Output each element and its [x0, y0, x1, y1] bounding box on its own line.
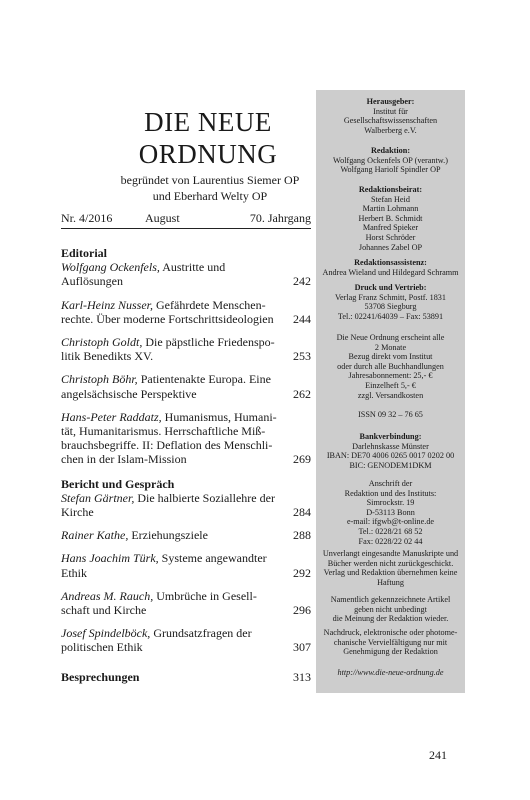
issn: ISSN 09 32 – 76 65	[358, 410, 423, 419]
toc-entry	[61, 410, 311, 467]
sidebar-line: Horst Schröder	[365, 232, 416, 242]
toc-author: Christoph Böhr,	[61, 372, 138, 387]
founders-line2: und Eberhard Welty OP	[152, 189, 268, 203]
toc-author: Christoph Goldt,	[61, 335, 143, 350]
assistant-heading: Redaktionsassistenz:	[354, 258, 427, 267]
section-besprechungen	[61, 670, 311, 684]
sidebar-line: IBAN: DE70 4006 0265 0017 0202 00	[326, 451, 455, 461]
assistant-lines	[316, 268, 465, 278]
print-heading: Druck und Vertrieb:	[354, 283, 427, 292]
sidebar-line: Herbert B. Schmidt	[358, 213, 423, 223]
sidebar-line: 2 Monate	[374, 342, 407, 352]
toc-author: Karl-Heinz Nusser,	[61, 297, 154, 312]
founders-line	[112, 172, 308, 204]
toc-entry	[61, 528, 311, 542]
toc-entry	[61, 372, 311, 400]
sidebar-line: Darlehnskasse Münster	[352, 441, 429, 451]
editorial-lines	[316, 156, 465, 175]
sidebar-line: Nachdruck, elektronische oder photome-	[323, 628, 458, 637]
toc-entry-text	[61, 491, 277, 519]
notice-articles-lines	[316, 595, 465, 624]
sidebar-line: die Meinung der Redaktion wieder.	[332, 614, 449, 624]
sidebar-line: Institut für	[373, 106, 408, 116]
founders-line1: begründet von Laurentius Siemer OP	[120, 173, 300, 187]
issn-block	[316, 410, 465, 420]
toc-entry-text	[61, 410, 277, 467]
section-heading-editorial: Editorial	[61, 246, 108, 260]
toc-author: Hans-Peter Raddatz,	[61, 409, 162, 424]
notice-articles	[316, 595, 465, 624]
journal-title-line2: ORDNUNG	[138, 139, 278, 169]
sidebar-line: chanische Vervielfältigung nur mit	[333, 637, 448, 647]
sidebar-line: Bücher werden nicht zurückgeschickt.	[327, 558, 454, 568]
toc-entry	[61, 298, 311, 326]
toc-author: Hans Joachim Türk,	[61, 551, 159, 566]
toc-author: Josef Spindelböck,	[61, 626, 151, 641]
page-number: 241	[429, 748, 447, 762]
toc-entry-text	[61, 551, 277, 579]
sidebar-line: Stefan Heid	[371, 194, 410, 204]
sidebar-line: Bezug direkt vom Institut	[348, 352, 433, 362]
journal-title	[108, 106, 308, 170]
toc-entry	[61, 491, 311, 519]
toc-entry	[61, 589, 311, 617]
sidebar-line: Genehmigung der Redaktion	[343, 647, 438, 657]
sidebar-line: e-mail: ifgwb@t-online.de	[346, 517, 435, 527]
sidebar-line: Jahresabonnement: 25,- €	[348, 371, 433, 381]
sidebar-line: Einzelheft 5,- €	[365, 380, 416, 390]
toc-entry-text	[61, 589, 277, 617]
toc-author: Andreas M. Rauch,	[61, 588, 154, 603]
sidebar-line: Tel.: 0228/21 68 52	[358, 526, 423, 536]
subscription-lines	[316, 333, 465, 400]
sidebar-line: Die Neue Ordnung erscheint alle	[336, 333, 445, 342]
header-divider	[61, 228, 311, 229]
toc-title: Austritte und Auflösungen	[61, 260, 226, 289]
sidebar-line: Andrea Wieland und Hildegard Schramm	[322, 267, 459, 277]
sidebar-line: Gesellschaftswissenschaften	[343, 116, 438, 126]
toc-page-number: 296	[293, 603, 311, 618]
toc-entry-text	[61, 298, 277, 326]
section-editorial	[61, 260, 311, 466]
toc-entry	[61, 260, 311, 288]
toc-page-number: 244	[293, 311, 311, 326]
issue-number: Nr. 4/2016	[61, 211, 113, 225]
editorial-heading: Redaktion:	[370, 146, 411, 155]
address-block	[316, 479, 465, 546]
toc-title: Grundsatzfragen der politischen Ethik	[61, 626, 252, 655]
sidebar-line: BIC: GENODEM1DKM	[349, 460, 432, 470]
notice-reprint-lines	[316, 628, 465, 657]
sidebar-line: Fax: 0228/22 02 44	[358, 536, 423, 546]
toc-author: Stefan Gärtner,	[61, 490, 135, 505]
toc-page-number: 253	[293, 349, 311, 364]
table-of-contents	[61, 246, 311, 684]
toc-page-number: 307	[293, 640, 311, 655]
sidebar-line: 53708 Siegburg	[364, 302, 417, 312]
board-heading: Redaktionsbeirat:	[358, 185, 423, 194]
editorial-block	[316, 146, 465, 175]
issue-month: August	[145, 211, 180, 225]
notice-manuscripts-lines	[316, 549, 465, 587]
toc-entry	[61, 626, 311, 654]
sidebar-line: Anschrift der	[368, 479, 413, 488]
sidebar-line: geben nicht unbedingt	[354, 604, 427, 614]
toc-page-number: 292	[293, 565, 311, 580]
issue-info	[61, 210, 311, 226]
website-url[interactable]: http://www.die-neue-ordnung.de	[337, 668, 444, 677]
toc-title: Die päpstliche Friedenspo-litik Benedikts XV.	[61, 335, 275, 364]
sidebar-line: Namentlich gekennzeichnete Artikel	[330, 595, 451, 604]
journal-title-line1: DIE NEUE	[144, 107, 272, 137]
impressum-sidebar	[316, 90, 465, 693]
sidebar-line: Haftung	[377, 577, 404, 587]
toc-entry-text	[61, 372, 277, 400]
toc-title: Systeme angewandter Ethik	[61, 551, 267, 580]
bank-heading: Bankverbindung:	[359, 432, 422, 441]
print-lines	[316, 293, 465, 322]
notice-reprint	[316, 628, 465, 657]
board-block	[316, 185, 465, 252]
section-heading-besprechungen: Besprechungen	[61, 669, 140, 684]
toc-entry-text	[61, 260, 277, 288]
toc-title: Humanismus, Humani-tät, Humanitarismus. Herrschaftliche Miß-brauchsbegriffe. II: Deflation des Menschli-chen in der Islam-Mission	[61, 409, 277, 467]
bank-lines	[316, 442, 465, 471]
section-bericht	[61, 491, 311, 655]
toc-title: Umbrüche in Gesell-schaft und Kirche	[61, 588, 257, 618]
sidebar-line: oder durch alle Buchhandlungen	[337, 361, 444, 371]
sidebar-line: Verlag und Redaktion übernehmen keine	[323, 568, 458, 578]
toc-page-number: 313	[293, 669, 311, 684]
toc-title: Erziehungsziele	[131, 528, 208, 543]
sidebar-line: Tel.: 02241/64039 – Fax: 53891	[337, 311, 444, 321]
sidebar-line: Manfred Spieker	[362, 223, 419, 233]
toc-entry-text	[61, 528, 277, 542]
subscription-block	[316, 333, 465, 400]
publisher-block	[316, 97, 465, 135]
sidebar-line: Martin Lohmann	[362, 204, 419, 214]
bank-block	[316, 432, 465, 470]
sidebar-line: Wolfgang Hariolf Spindler OP	[340, 165, 441, 175]
sidebar-line: Johannes Zabel OP	[358, 242, 423, 252]
toc-author: Rainer Kathe,	[61, 528, 129, 543]
toc-author: Wolfgang Ockenfels,	[61, 260, 160, 275]
sidebar-line: zzgl. Versandkosten	[357, 390, 424, 400]
notice-manuscripts	[316, 549, 465, 587]
sidebar-line: Unverlangt eingesandte Manuskripte und	[322, 549, 459, 558]
toc-page-number: 262	[293, 386, 311, 401]
sidebar-line: Verlag Franz Schmitt, Postf. 1831	[335, 292, 446, 302]
toc-title: Patientenakte Europa. Eine angelsächsische Perspektive	[61, 372, 271, 401]
toc-entry-text	[61, 335, 277, 363]
website-link[interactable]	[316, 668, 465, 678]
toc-entry-text	[61, 626, 277, 654]
toc-title: Gefährdete Menschen-rechte. Über moderne Fortschrittsideologien	[61, 297, 274, 326]
address-lines	[316, 479, 465, 546]
print-block	[316, 283, 465, 321]
toc-page-number: 269	[293, 452, 311, 467]
sidebar-line: Redaktion und des Instituts:	[344, 488, 437, 498]
sidebar-line: Wolfgang Ockenfels OP (verantw.)	[333, 155, 448, 165]
toc-page-number: 242	[293, 274, 311, 289]
sidebar-line: D-53113 Bonn	[366, 507, 415, 517]
toc-page-number: 288	[293, 528, 311, 543]
publisher-lines	[316, 107, 465, 136]
toc-title: Die halbierte Soziallehre der Kirche	[61, 490, 275, 520]
section-heading-bericht: Bericht und Gespräch	[61, 476, 175, 491]
toc-entry	[61, 551, 311, 579]
sidebar-line: Walberberg e.V.	[364, 125, 417, 135]
board-lines	[316, 195, 465, 253]
sidebar-line: Simrockstr. 19	[366, 498, 415, 508]
publisher-heading: Herausgeber:	[366, 97, 415, 106]
toc-page-number: 284	[293, 505, 311, 520]
assistant-block	[316, 258, 465, 277]
toc-entry	[61, 335, 311, 363]
issue-volume: 70. Jahrgang	[249, 211, 311, 225]
